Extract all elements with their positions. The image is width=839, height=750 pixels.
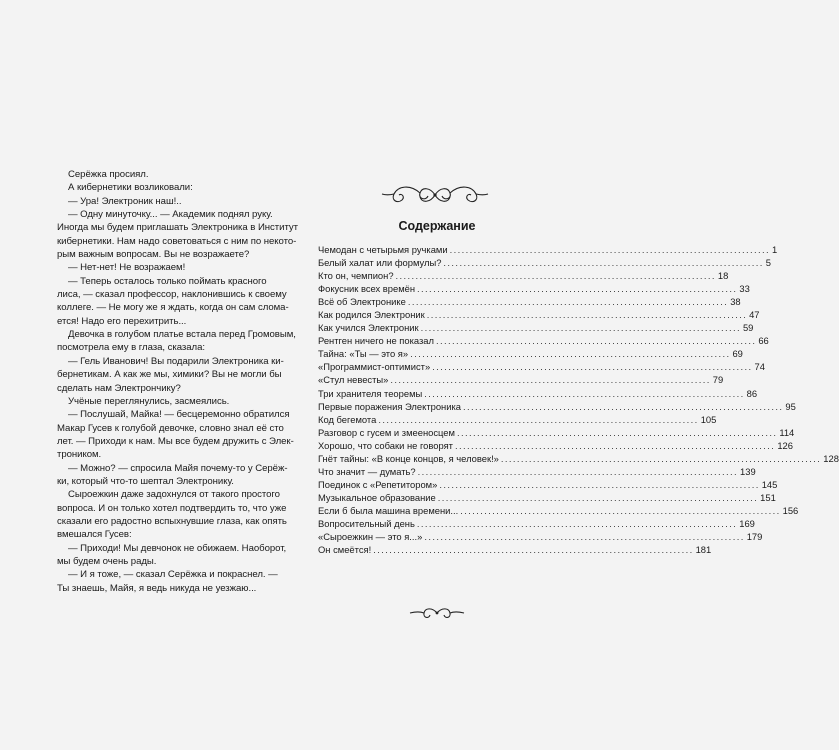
text-line: Учёные переглянулись, засмеялись. xyxy=(68,395,230,407)
text-line: ки, который что-то шептал Электронику. xyxy=(57,475,234,487)
text-line: — Гель Иванович! Вы подарили Электроника ки- xyxy=(68,355,284,367)
text-line: Сыроежкин даже задохнулся от такого простого xyxy=(68,489,280,501)
toc-entry-title: Чемодан с четырьмя ручками xyxy=(318,244,448,255)
toc-entry-page: 145 xyxy=(761,478,778,490)
flourish-ornament-icon xyxy=(408,605,466,621)
toc-entry-title: Он смеётся! xyxy=(318,544,372,556)
flourish-ornament-icon xyxy=(380,182,490,208)
text-line: — Ура! Электроник наш!.. xyxy=(68,195,182,207)
toc-entry-page: 126 xyxy=(777,439,793,451)
text-line: — Можно? — спросила Майя почему-то у Серёж- xyxy=(68,462,288,474)
toc-entry xyxy=(318,295,741,308)
toc-title: Содержание xyxy=(398,219,476,233)
text-line: бернетикам. А как же мы, химики? Вы не могли бы xyxy=(57,369,282,381)
toc-leader-dots: ................................................................................ xyxy=(417,283,738,295)
toc-entry-page: 5 xyxy=(765,257,772,269)
toc-entry-page: 105 xyxy=(700,413,717,425)
toc-leader-dots: ................................................................................ xyxy=(424,387,745,399)
text-line: — И я тоже, — сказал Серёжка и покраснел. — xyxy=(68,569,278,581)
text-line: Ты знаешь, Майя, я ведь никуда не уезжаю... xyxy=(57,582,257,594)
toc-entry-page: 86 xyxy=(746,387,758,399)
toc-leader-dots: ................................................................................ xyxy=(460,504,781,516)
toc-entry-page: 66 xyxy=(758,335,769,347)
toc-entry xyxy=(318,439,793,452)
toc-leader-dots: ................................................................................ xyxy=(443,257,764,269)
toc-entry xyxy=(318,387,758,400)
toc-entry xyxy=(318,426,795,439)
toc-entry-title: Гнёт тайны: «В конце концов, я человек!» xyxy=(318,452,499,464)
text-line: Серёжка просиял. xyxy=(68,169,149,180)
toc-entry-page: 169 xyxy=(739,517,755,529)
toc-leader-dots: ................................................................................ xyxy=(456,426,778,438)
toc-entry-page: 181 xyxy=(695,544,712,556)
toc-entry xyxy=(318,360,765,373)
text-line: — Приходи! Мы девчонок не обижаем. Наоборот, xyxy=(68,542,287,554)
toc-entry-title: «Сыроежкин — это я...» xyxy=(318,531,423,543)
text-line: — Послушай, Майка! — бесцеремонно обратился xyxy=(68,409,290,421)
toc-entry-title: Музыкальное образование xyxy=(318,491,436,503)
toc-entry xyxy=(318,308,760,321)
toc-entry-page: 139 xyxy=(740,465,756,477)
toc-entry-page: 179 xyxy=(746,531,763,543)
toc-entry-page: 18 xyxy=(717,270,729,282)
toc-entry-title: Белый халат или формулы? xyxy=(318,257,442,269)
toc-entry-title: Тайна: «Ты — это я» xyxy=(318,348,409,360)
toc-entry xyxy=(318,452,839,465)
toc-leader-dots: ................................................................................ xyxy=(373,544,694,556)
text-line: сделать нам Электрончику? xyxy=(57,382,181,394)
toc-leader-dots: ................................................................................ xyxy=(432,361,753,373)
toc-entry-title: Фокусник всех времён xyxy=(318,283,416,295)
toc-leader-dots: ................................................................................ xyxy=(437,491,759,503)
text-line: Макар Гусев к голубой девочке, словно знал её сто xyxy=(57,422,284,434)
text-line: — Теперь осталось только поймать красного xyxy=(68,275,267,287)
toc-entry-page: 151 xyxy=(760,491,776,503)
table-of-contents xyxy=(318,243,839,556)
toc-entry xyxy=(318,373,724,386)
toc-entry xyxy=(318,465,756,478)
toc-leader-dots: ................................................................................ xyxy=(439,478,760,490)
text-line: вмешался Гусев: xyxy=(57,529,132,541)
toc-leader-dots: ................................................................................ xyxy=(395,270,716,282)
toc-entry xyxy=(318,504,799,517)
toc-entry-title: Хорошо, что собаки не говорят xyxy=(318,439,453,451)
toc-entry-page: 47 xyxy=(749,309,760,321)
toc-entry-page: 74 xyxy=(754,361,765,373)
toc-entry-page: 38 xyxy=(730,296,741,308)
toc-entry xyxy=(318,347,743,360)
toc-leader-dots: ................................................................................ xyxy=(417,465,739,477)
toc-entry-title: Код бегемота xyxy=(318,413,377,425)
toc-leader-dots: ................................................................................ xyxy=(449,244,770,255)
text-line: Девочка в голубом платье встала перед Громовым, xyxy=(68,329,296,341)
text-line: вопроса. И он только хотел подтвердить то, что уже xyxy=(57,502,287,514)
toc-entry xyxy=(318,491,776,504)
toc-entry-page: 156 xyxy=(782,504,799,516)
toc-entry-title: «Стул невесты» xyxy=(318,374,389,386)
toc-entry-title: Как родился Электроник xyxy=(318,309,425,321)
toc-entry-title: Рентген ничего не показал xyxy=(318,335,434,347)
toc-leader-dots: ................................................................................ xyxy=(378,413,699,425)
toc-leader-dots: ................................................................................ xyxy=(407,296,729,308)
toc-entry xyxy=(318,334,769,347)
toc-entry-page: 128 xyxy=(823,452,839,464)
toc-entry-title: Вопросительный день xyxy=(318,517,415,529)
toc-entry xyxy=(318,269,729,282)
toc-entry-title: Если б была машина времени... xyxy=(318,504,459,516)
toc-leader-dots: ................................................................................ xyxy=(420,322,741,334)
toc-entry-title: Что значит — думать? xyxy=(318,465,416,477)
toc-entry-title: Первые поражения Электроника xyxy=(318,400,461,412)
toc-entry-page: 59 xyxy=(742,322,754,334)
toc-entry-page: 69 xyxy=(732,348,743,360)
toc-leader-dots: ................................................................................ xyxy=(416,517,738,529)
toc-entry-page: 1 xyxy=(771,244,778,255)
toc-entry xyxy=(318,321,754,334)
text-line: сказали его радостно вспыхнувшие глаза, как опять xyxy=(57,515,287,527)
toc-entry-title: Три хранителя теоремы xyxy=(318,387,423,399)
toc-entry-title: Как учился Электроник xyxy=(318,322,419,334)
text-line: ется! Надо его перехитрить... xyxy=(57,315,187,327)
toc-entry-page: 79 xyxy=(712,374,724,386)
text-line: коллеге. — Не могу же я ждать, когда он сам слома- xyxy=(57,302,289,314)
text-line: мы будем очень рады. xyxy=(57,555,157,567)
toc-entry xyxy=(318,478,778,491)
toc-entry-page: 33 xyxy=(739,283,750,295)
toc-leader-dots: ................................................................................ xyxy=(410,348,731,360)
text-line: рым важным вопросам. Вы не возражаете? xyxy=(57,249,250,261)
toc-entry-title: Разговор с гусем и змееносцем xyxy=(318,426,455,438)
text-line: — Одну минуточку... — Академик поднял руку. xyxy=(68,209,273,221)
toc-entry-title: Поединок с «Репетитором» xyxy=(318,478,438,490)
toc-leader-dots: ................................................................................ xyxy=(426,309,748,321)
toc-leader-dots: ................................................................................ xyxy=(500,452,822,464)
text-line: Иногда мы будем приглашать Электроника в Институт xyxy=(57,222,298,234)
toc-entry-page: 95 xyxy=(785,400,796,412)
toc-leader-dots: ................................................................................ xyxy=(424,531,745,543)
toc-entry xyxy=(318,400,796,413)
toc-entry xyxy=(318,243,778,256)
toc-entry-title: Кто он, чемпион? xyxy=(318,270,394,282)
text-line: А кибернетики возликовали: xyxy=(68,182,193,194)
toc-entry-title: «Программист-оптимист» xyxy=(318,361,431,373)
toc-entry xyxy=(318,413,717,426)
toc-leader-dots: ................................................................................ xyxy=(435,335,757,347)
text-line: лет. — Приходи к нам. Мы все будем дружить с Элек- xyxy=(57,435,294,447)
toc-entry xyxy=(318,256,772,269)
toc-entry xyxy=(318,543,712,556)
text-line: посмотрела ему в глаза, сказала: xyxy=(57,342,206,354)
text-line: кибернетики. Нам надо советоваться с ним по некото- xyxy=(57,235,297,247)
toc-leader-dots: ................................................................................ xyxy=(454,439,776,451)
text-line: троником. xyxy=(57,449,102,461)
toc-leader-dots: ................................................................................ xyxy=(390,374,711,386)
toc-entry xyxy=(318,530,763,543)
text-line: лиса, — сказал профессор, наклонившись к своему xyxy=(57,289,287,301)
toc-entry xyxy=(318,282,750,295)
toc-entry-page: 114 xyxy=(779,426,795,438)
left-page-text xyxy=(57,168,298,595)
toc-entry xyxy=(318,517,755,530)
text-line: — Нет-нет! Не возражаем! xyxy=(68,262,186,274)
toc-leader-dots: ................................................................................ xyxy=(462,400,784,412)
toc-entry-title: Всё об Электронике xyxy=(318,296,406,308)
